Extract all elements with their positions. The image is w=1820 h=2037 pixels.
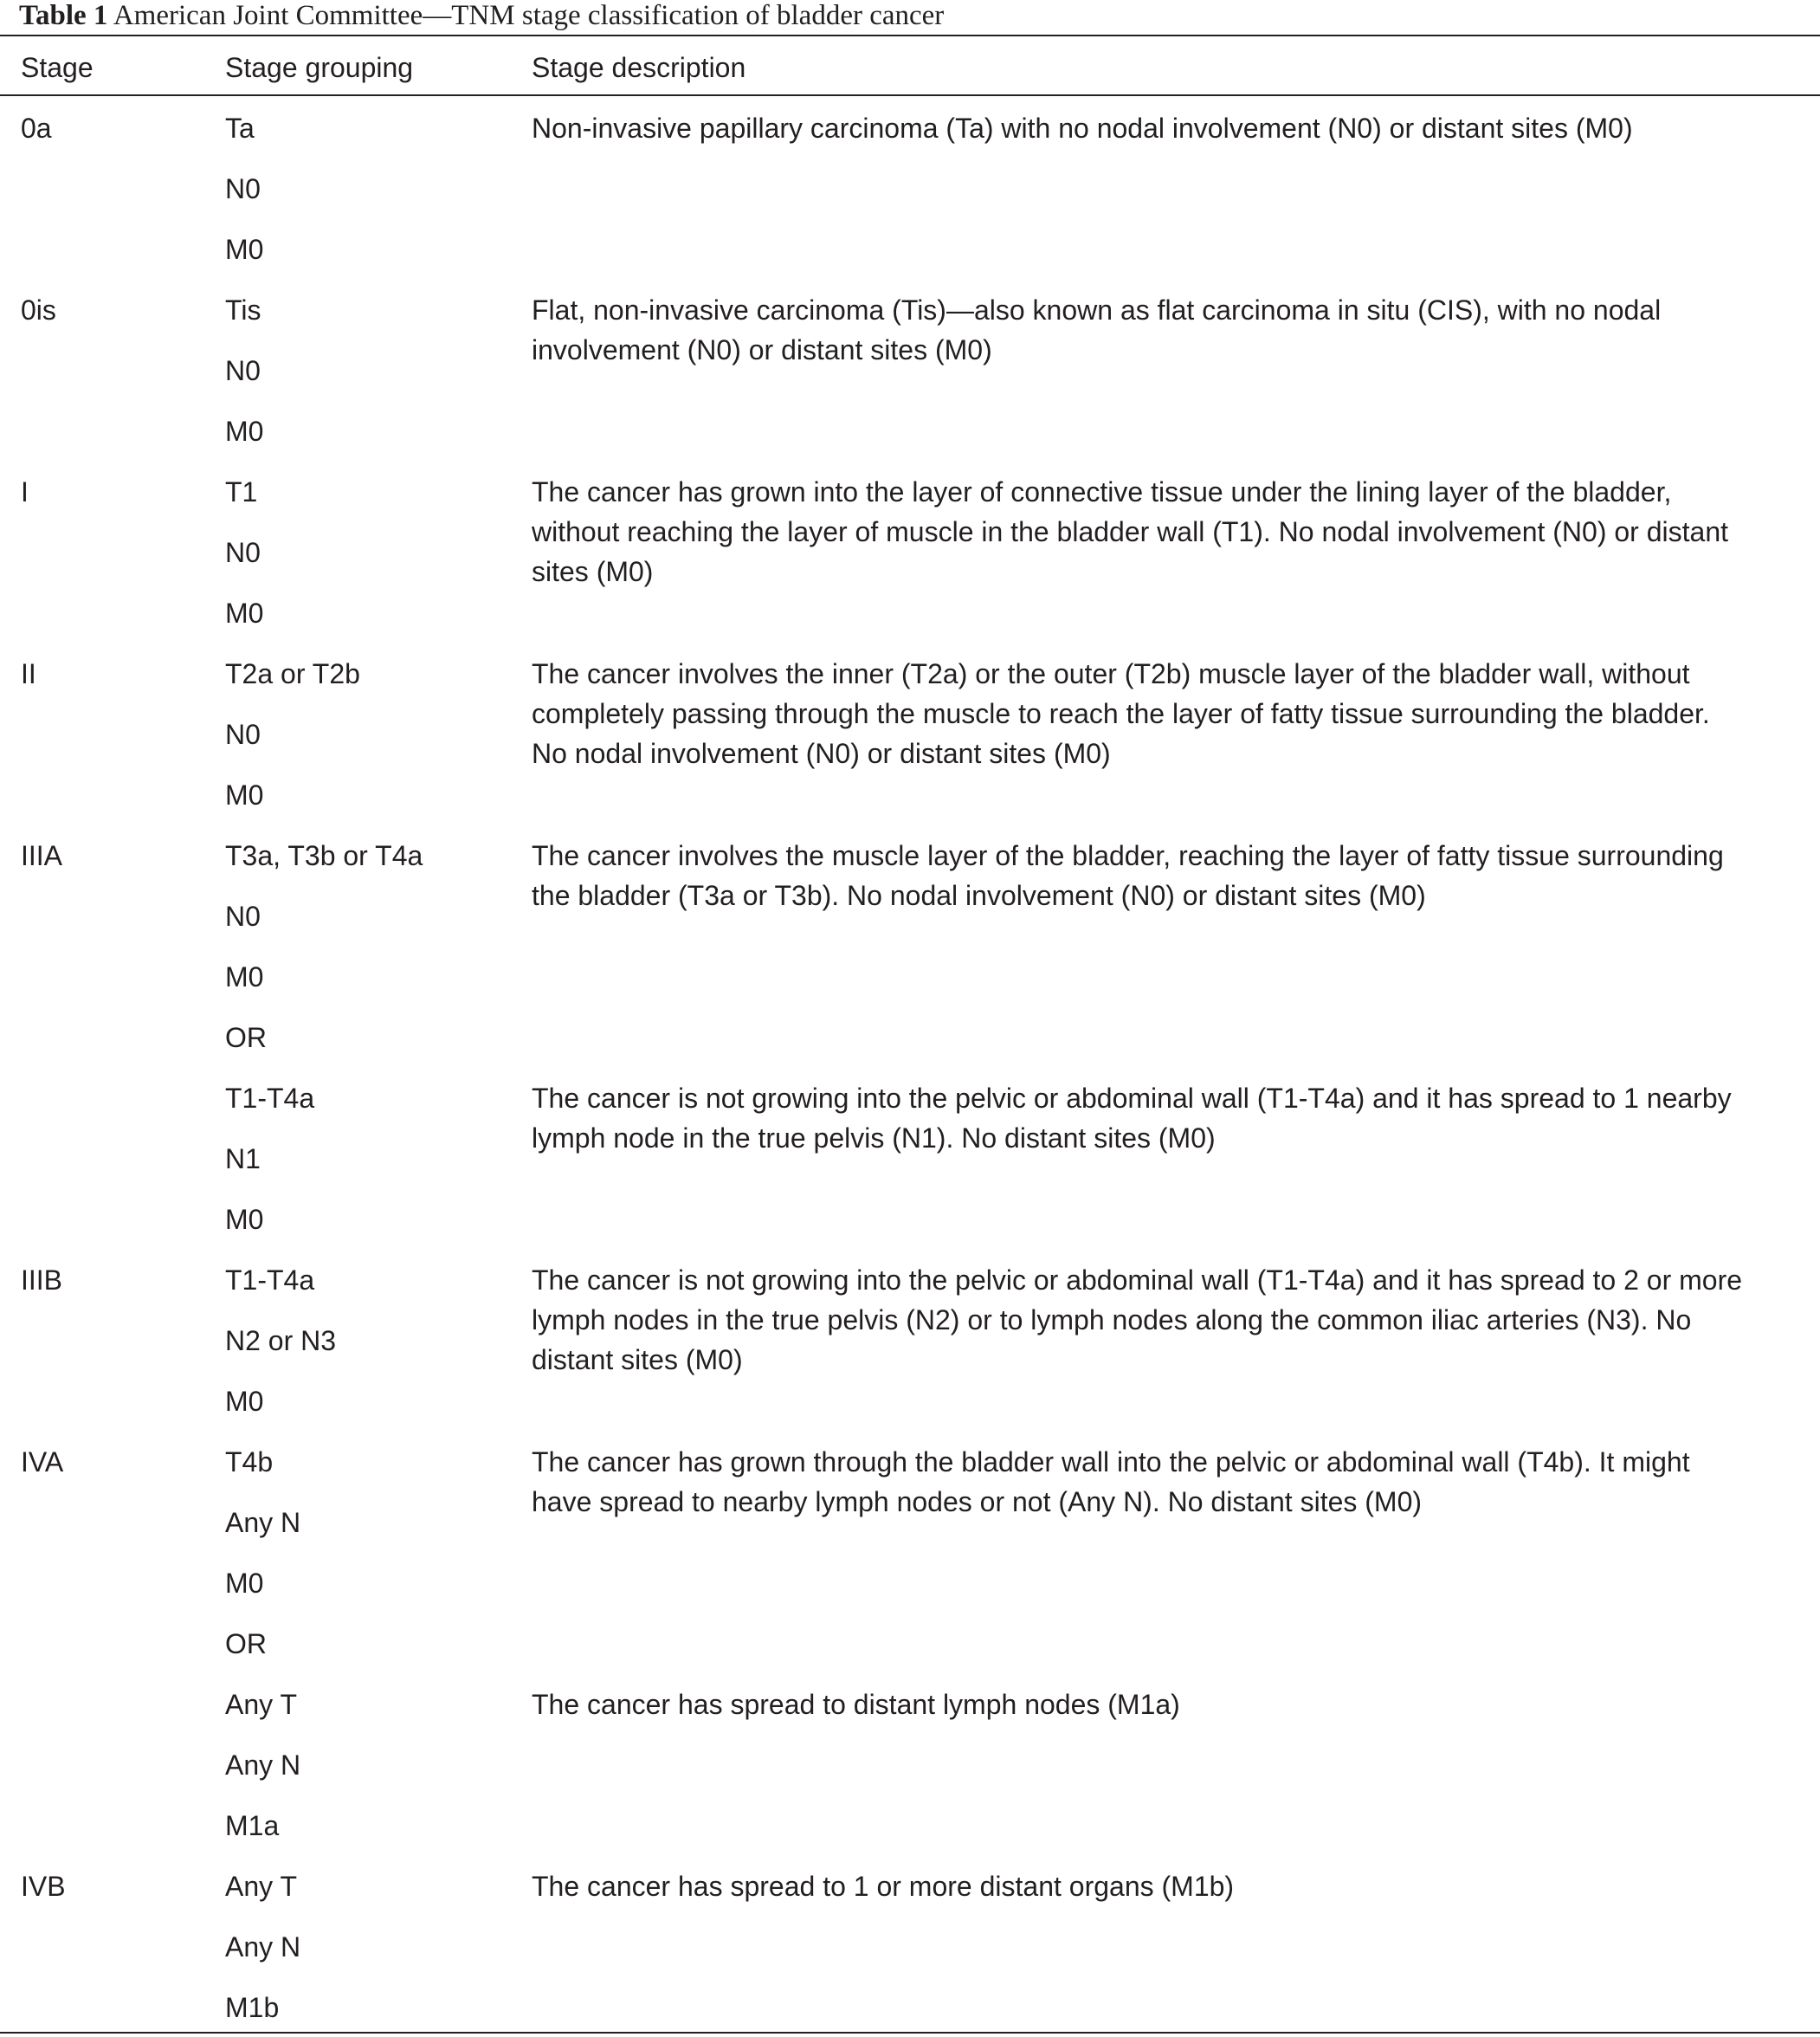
stage-grouping-item: M0	[225, 1568, 264, 1599]
stage-grouping-item: T1-T4a	[225, 1083, 315, 1114]
stage-description-line: The cancer has spread to distant lymph nodes (M1a)	[532, 1689, 1180, 1720]
stage-description-line: sites (M0)	[532, 556, 654, 587]
stage-description-line: without reaching the layer of muscle in the bladder wall (T1). No nodal involvement (N0) or distant	[532, 516, 1728, 547]
stage-grouping-item: M1a	[225, 1810, 280, 1841]
stage-cell: IVB	[21, 1871, 66, 1902]
stage-cell: IVA	[21, 1446, 64, 1478]
stage-grouping-item: T3a, T3b or T4a	[225, 840, 423, 871]
table-bottom-rule	[0, 2032, 1820, 2034]
stage-grouping-item: N0	[225, 173, 261, 204]
stage-description-line: The cancer involves the inner (T2a) or the outer (T2b) muscle layer of the bladder wall, without	[532, 658, 1690, 689]
stage-grouping-item: M0	[225, 1386, 264, 1417]
stage-grouping-item: T1-T4a	[225, 1264, 315, 1296]
stage-grouping-item: T1	[225, 476, 258, 508]
stage-grouping-item: N2 or N3	[225, 1325, 337, 1356]
stage-description-line: The cancer has grown through the bladder wall into the pelvic or abdominal wall (T4b). It might	[532, 1446, 1690, 1478]
stage-description-line: involvement (N0) or distant sites (M0)	[532, 334, 992, 365]
stage-grouping-item: M1b	[225, 1992, 280, 2023]
stage-description-line: lymph nodes in the true pelvis (N2) or to lymph nodes along the common iliac arteries (N3). No	[532, 1304, 1692, 1335]
stage-description-line: distant sites (M0)	[532, 1344, 743, 1375]
stage-cell: IIIA	[21, 840, 63, 871]
stage-grouping-item: OR	[225, 1022, 267, 1053]
stage-grouping-item: N0	[225, 355, 261, 386]
stage-description-line: The cancer has spread to 1 or more distant organs (M1b)	[532, 1871, 1235, 1902]
stage-description-line: The cancer is not growing into the pelvic or abdominal wall (T1-T4a) and it has spread to 1 nearby	[532, 1083, 1732, 1114]
stage-grouping-item: Any N	[225, 1507, 301, 1538]
stage-grouping-item: M0	[225, 1204, 264, 1235]
stage-cell: I	[21, 476, 29, 508]
stage-description-line: The cancer has grown into the layer of connective tissue under the lining layer of the bladder,	[532, 476, 1672, 508]
stage-grouping-item: T4b	[225, 1446, 274, 1478]
stage-description-line: the bladder (T3a or T3b). No nodal involvement (N0) or distant sites (M0)	[532, 880, 1426, 911]
stage-description-line: completely passing through the muscle to reach the layer of fatty tissue surrounding the bladder.	[532, 698, 1710, 729]
stage-grouping-item: Any T	[225, 1689, 297, 1720]
stage-grouping-item: M0	[225, 416, 264, 447]
table-top-rule	[0, 35, 1820, 36]
column-header-stage-grouping: Stage grouping	[225, 52, 414, 83]
column-header-stage: Stage	[21, 52, 94, 83]
stage-grouping-item: M0	[225, 779, 264, 811]
stage-grouping-item: Tis	[225, 294, 261, 326]
stage-grouping-item: Ta	[225, 113, 255, 144]
table-caption-label: Table 1	[19, 0, 108, 31]
stage-cell: 0is	[21, 294, 56, 326]
table-caption	[19, 0, 944, 31]
stage-grouping-item: N1	[225, 1143, 261, 1174]
column-header-stage-description: Stage description	[532, 52, 746, 83]
stage-grouping-item: M0	[225, 234, 264, 265]
stage-grouping-item: Any N	[225, 1931, 301, 1963]
stage-grouping-item: N0	[225, 537, 261, 568]
stage-description-line: lymph node in the true pelvis (N1). No distant sites (M0)	[532, 1122, 1216, 1154]
stage-cell: II	[21, 658, 36, 689]
stage-cell: IIIB	[21, 1264, 63, 1296]
stage-description-line: No nodal involvement (N0) or distant sites (M0)	[532, 738, 1111, 769]
stage-description-line: Non-invasive papillary carcinoma (Ta) with no nodal involvement (N0) or distant sites (M0)	[532, 113, 1633, 144]
stage-description-line: Flat, non-invasive carcinoma (Tis)—also known as flat carcinoma in situ (CIS), with no nodal	[532, 294, 1662, 326]
stage-grouping-item: Any T	[225, 1871, 297, 1902]
stage-description-line: have spread to nearby lymph nodes or not (Any N). No distant sites (M0)	[532, 1486, 1423, 1517]
table-header-rule	[0, 94, 1820, 96]
table-caption-title: American Joint Committee—TNM stage classification of bladder cancer	[113, 0, 945, 31]
stage-description-line: The cancer involves the muscle layer of the bladder, reaching the layer of fatty tissue surrounding	[532, 840, 1724, 871]
stage-grouping-item: N0	[225, 901, 261, 932]
stage-grouping-item: Any N	[225, 1749, 301, 1781]
stage-grouping-item: T2a or T2b	[225, 658, 360, 689]
stage-cell: 0a	[21, 113, 52, 144]
stage-grouping-item: M0	[225, 961, 264, 993]
stage-grouping-item: OR	[225, 1628, 267, 1659]
stage-grouping-item: N0	[225, 719, 261, 750]
stage-grouping-item: M0	[225, 598, 264, 629]
stage-description-line: The cancer is not growing into the pelvic or abdominal wall (T1-T4a) and it has spread to 2 or more	[532, 1264, 1743, 1296]
